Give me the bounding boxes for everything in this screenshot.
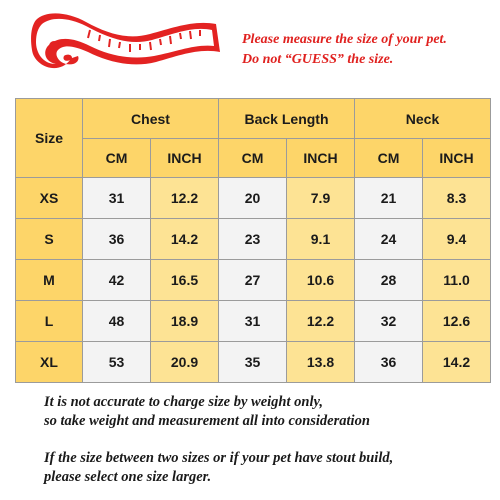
table-cell: 36 [83,219,151,260]
sizing-notes [44,393,393,487]
table-cell: 7.9 [287,178,355,219]
size-label: S [16,219,83,260]
table-cell: 14.2 [423,342,491,383]
table-cell: 11.0 [423,260,491,301]
table-cell: 53 [83,342,151,383]
table-cell: 12.2 [151,178,219,219]
table-cell: 10.6 [287,260,355,301]
table-cell: 16.5 [151,260,219,301]
measure-warning [242,30,447,70]
warning-line-2: Do not “GUESS” the size. [242,52,394,67]
table-header-row [16,99,491,139]
table-cell: 20 [219,178,287,219]
table-cell: 8.3 [423,178,491,219]
table-row [16,178,491,219]
table-cell: 12.2 [287,301,355,342]
size-label: M [16,260,83,301]
size-label: XS [16,178,83,219]
warning-line-1: Please measure the size of your pet. [242,32,447,47]
table-row [16,260,491,301]
table-cell: 24 [355,219,423,260]
table-cell: 27 [219,260,287,301]
unit-header: CM [355,139,423,178]
table-cell: 13.8 [287,342,355,383]
table-cell: 32 [355,301,423,342]
unit-header-row [16,139,491,178]
size-label: XL [16,342,83,383]
table-cell: 12.6 [423,301,491,342]
size-label: L [16,301,83,342]
measuring-tape-icon [28,6,223,82]
table-cell: 21 [355,178,423,219]
note-line-2: so take weight and measurement all into consideration [44,413,370,429]
table-cell: 18.9 [151,301,219,342]
unit-header: INCH [287,139,355,178]
table-cell: 23 [219,219,287,260]
table-cell: 31 [83,178,151,219]
back-length-header: Back Length [219,99,355,139]
unit-header: CM [219,139,287,178]
size-column-header: Size [16,99,83,178]
unit-header: INCH [151,139,219,178]
neck-header: Neck [355,99,491,139]
table-row [16,342,491,383]
chest-header: Chest [83,99,219,139]
note-line-4: please select one size larger. [44,469,212,485]
table-row [16,219,491,260]
table-cell: 42 [83,260,151,301]
unit-header: CM [83,139,151,178]
table-cell: 9.1 [287,219,355,260]
note-line-3: If the size between two sizes or if your pet have stout build, [44,450,394,466]
table-cell: 48 [83,301,151,342]
table-cell: 9.4 [423,219,491,260]
table-cell: 28 [355,260,423,301]
note-line-1: It is not accurate to charge size by weight only, [44,394,323,410]
size-chart-table [15,98,491,383]
table-cell: 35 [219,342,287,383]
table-cell: 36 [355,342,423,383]
table-row [16,301,491,342]
unit-header: INCH [423,139,491,178]
table-cell: 31 [219,301,287,342]
table-cell: 20.9 [151,342,219,383]
table-cell: 14.2 [151,219,219,260]
